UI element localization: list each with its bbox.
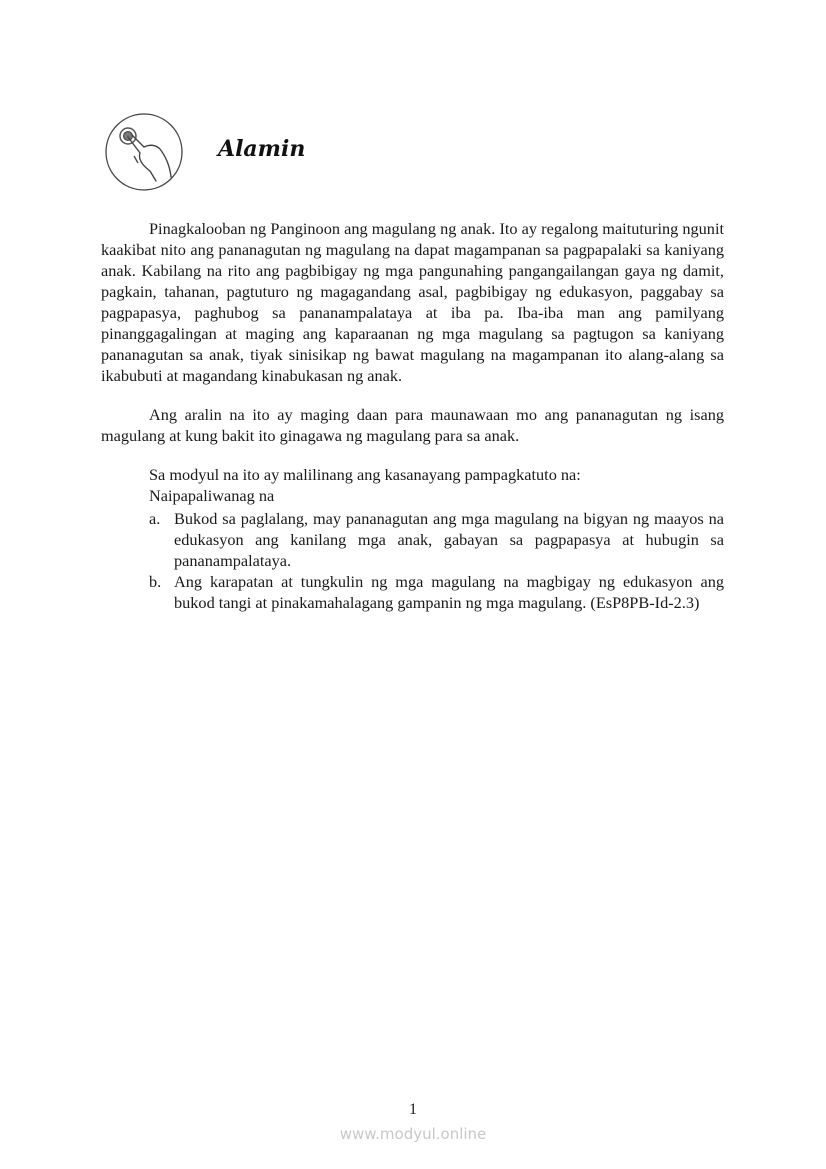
competency-lead: Naipapaliwanag na: [149, 486, 275, 505]
page-number: 1: [409, 1101, 417, 1118]
section-title: Alamin: [218, 136, 306, 162]
competency-block: [101, 464, 724, 613]
list-marker: b.: [149, 572, 162, 591]
competency-intro: Sa modyul na ito ay malilinang ang kasanayang pampagkatuto na:: [149, 465, 581, 484]
list-item: [149, 571, 724, 613]
document-body: [101, 218, 724, 613]
list-item: [149, 508, 724, 571]
lesson-paragraph: Ang aralin na ito ay maging daan para maunawaan mo ang pananagutan ng isang magulang at kung bakit ito ginagawa ng magulang para sa anak.: [101, 405, 724, 445]
watermark: www.modyul.online: [339, 1125, 487, 1143]
competency-list: [149, 508, 724, 613]
list-marker: a.: [149, 509, 161, 528]
hand-touch-icon: [104, 111, 184, 193]
intro-paragraph: Pinagkalooban ng Panginoon ang magulang ng anak. Ito ay regalong maituturing ngunit kaakibat nito ang pananagutan ng magulang na dapat magampanan sa pagpapalaki sa kaniyang anak. Kabilang na rito ang pagbibigay ng mga pangunahing pangangailangan gaya ng damit, pagkain, tahanan, pagtuturo ng magagandang asal, pagbibigay ng edukasyon, paggabay sa pagpapasya, paghubog sa pananampalataya at iba pa. Iba-iba man ang pamilyang pinanggagalingan at maging ang kaparaanan ng mga magulang sa pagtugon sa kaniyang pananagutan sa anak, tiyak sinisikap ng bawat magulang na magampanan ito alang-alang sa ikabubuti at magandang kinabukasan ng anak.: [101, 219, 724, 385]
list-item-text: Bukod sa paglalang, may pananagutan ang mga magulang na bigyan ng maayos na edukasyon ang kanilang mga anak, gabayan sa pagpapasya at hubugin sa pananampalataya.: [174, 509, 724, 570]
list-item-text: Ang karapatan at tungkulin ng mga magulang na magbigay ng edukasyon ang bukod tangi at pinakamahalagang gampanin ng mga magulang. (EsP8PB-Id-2.3): [174, 572, 724, 612]
